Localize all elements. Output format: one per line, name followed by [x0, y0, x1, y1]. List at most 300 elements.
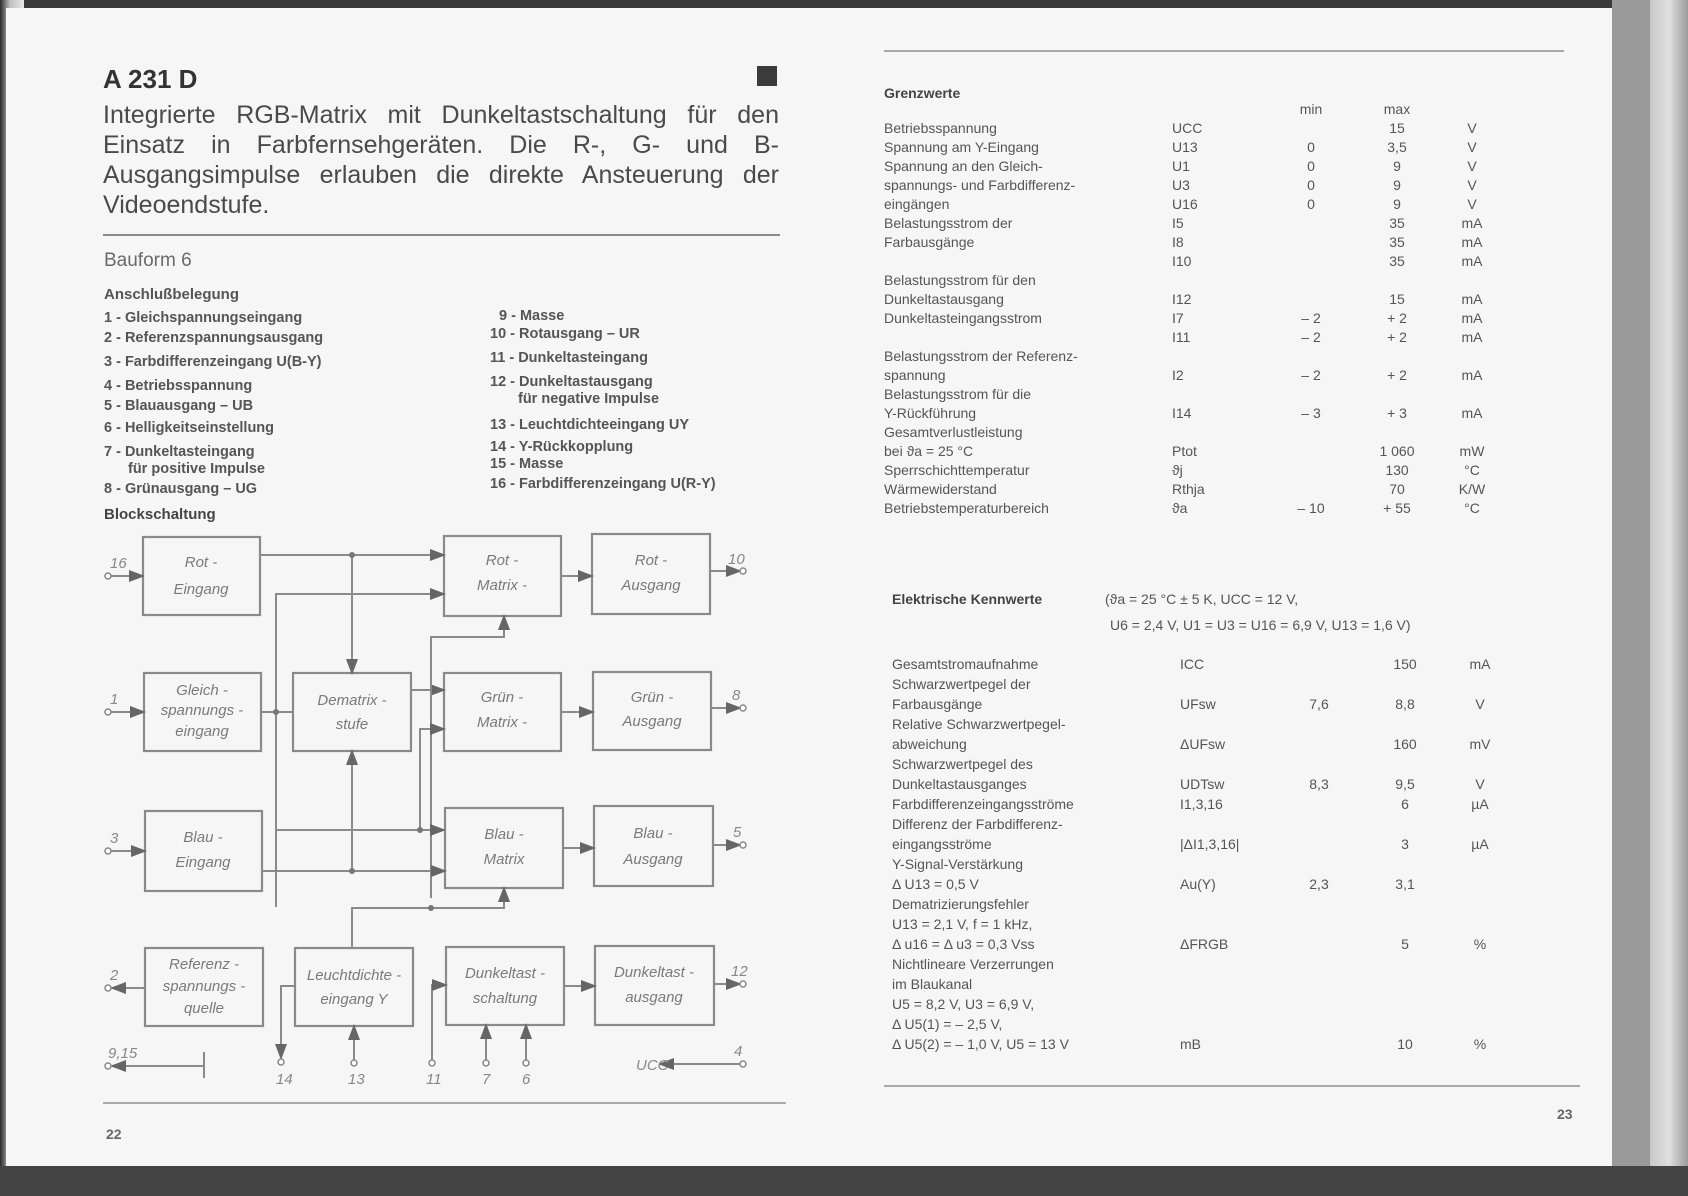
- symbol-cell: [1172, 422, 1270, 441]
- pin-label: 16: [110, 555, 127, 572]
- block-label: Leuchtdichte -: [306, 967, 402, 984]
- unit-cell: µA: [1471, 836, 1489, 852]
- footer-divider: [884, 1085, 1580, 1087]
- max-cell: [1360, 713, 1450, 733]
- min-cell: [1278, 973, 1360, 993]
- param-cell: Farbausgänge: [892, 696, 983, 712]
- max-cell: 6: [1401, 796, 1409, 812]
- block-label: Grün -: [630, 689, 674, 706]
- block-label: quelle: [183, 1000, 225, 1017]
- unit-cell: [1450, 753, 1510, 773]
- symbol-cell: ϑa: [1172, 500, 1188, 516]
- unit-cell: µA: [1471, 796, 1489, 812]
- page-number: 22: [106, 1126, 122, 1142]
- min-cell: – 3: [1301, 405, 1321, 421]
- table-row: [884, 175, 1502, 194]
- min-cell: [1270, 289, 1352, 308]
- symbol-cell: I2: [1172, 367, 1184, 383]
- block-label: Ausgang: [621, 577, 681, 594]
- pin-label: 7: [482, 1071, 491, 1088]
- param-cell: Gesamtstromaufnahme: [892, 656, 1039, 672]
- block-dunkeltastschaltung: [446, 947, 564, 1025]
- max-cell: [1360, 813, 1450, 833]
- unit-cell: [1450, 893, 1510, 913]
- pin-label: 11: [426, 1071, 442, 1088]
- min-cell: 0: [1307, 139, 1315, 155]
- table-row: [892, 793, 1510, 813]
- table-row: [884, 384, 1502, 403]
- conditions-line-1: (ϑa = 25 °C ± 5 K, UCC = 12 V,: [1105, 591, 1299, 607]
- param-cell: Farbausgänge: [884, 234, 975, 250]
- table-row: [884, 232, 1502, 251]
- block-blau-eingang: [145, 811, 262, 891]
- footer-divider: [103, 1102, 786, 1104]
- param-cell: [884, 251, 1172, 270]
- electrical-heading: Elektrische Kennwerte: [892, 591, 1043, 607]
- symbol-cell: ΔUFsw: [1180, 736, 1226, 752]
- max-cell: 3,1: [1395, 876, 1415, 892]
- param-cell: im Blaukanal: [892, 976, 973, 992]
- table-row: [884, 251, 1502, 270]
- unit-cell: [1450, 813, 1510, 833]
- param-cell: Schwarzwertpegel der: [892, 676, 1031, 692]
- table-row: [892, 753, 1510, 773]
- pin-item: 4 - Betriebsspannung: [104, 378, 253, 394]
- param-cell: U13 = 2,1 V, f = 1 kHz,: [892, 916, 1033, 932]
- block-rot-ausgang: [592, 534, 710, 614]
- pin-label: 8: [732, 687, 741, 704]
- block-label: Dunkeltast -: [613, 964, 695, 981]
- unit-cell: [1450, 953, 1510, 973]
- block-dunkeltastausgang: [595, 946, 714, 1025]
- table-row: [884, 479, 1502, 498]
- param-cell: Dunkeltastausganges: [892, 776, 1027, 792]
- block-label: spannungs -: [162, 978, 246, 995]
- block-label: Blau -: [633, 825, 673, 842]
- min-cell: 8,3: [1309, 776, 1329, 792]
- max-cell: 8,8: [1395, 696, 1415, 712]
- block-label: schaltung: [472, 990, 538, 1007]
- min-cell: 7,6: [1309, 696, 1329, 712]
- block-label: Eingang: [175, 854, 231, 871]
- param-cell: Δ u16 = Δ u3 = 0,3 Vss: [892, 936, 1035, 952]
- table-row: [892, 973, 1510, 993]
- table-row: [892, 853, 1510, 873]
- block-label: Rot -: [634, 552, 668, 569]
- unit-cell: V: [1467, 139, 1477, 155]
- min-cell: [1270, 460, 1352, 479]
- table-row: [892, 933, 1510, 953]
- col-min: min: [1299, 101, 1323, 117]
- min-cell: [1270, 384, 1352, 403]
- block-dematrixstufe: [293, 673, 411, 751]
- block-label: Rot -: [184, 554, 218, 571]
- max-cell: [1360, 853, 1450, 873]
- scan-bottom-border: [0, 1166, 1688, 1196]
- block-gruen-matrix: [444, 673, 561, 751]
- pin-item: 5 - Blauausgang – UB: [104, 398, 254, 414]
- unit-cell: V: [1475, 776, 1485, 792]
- symbol-cell: mB: [1180, 1036, 1201, 1052]
- block-label: Eingang: [173, 581, 229, 598]
- block-label: Gleich -: [176, 682, 228, 699]
- min-cell: [1278, 673, 1360, 693]
- param-cell: Belastungsstrom der Referenz-: [884, 348, 1078, 364]
- table-row: [884, 327, 1502, 346]
- electrical-table: [892, 653, 1510, 1053]
- max-cell: [1360, 753, 1450, 773]
- block-label: Ausgang: [623, 851, 683, 868]
- symbol-cell: [1180, 993, 1278, 1013]
- block-label: spannungs -: [160, 702, 244, 719]
- block-blau-ausgang: [594, 806, 713, 886]
- symbol-cell: Au(Y): [1180, 876, 1216, 892]
- unit-cell: [1450, 1013, 1510, 1033]
- table-row: [892, 873, 1510, 893]
- pin-item: 9 - Masse: [499, 308, 565, 324]
- pin-item: 6 - Helligkeitseinstellung: [104, 420, 275, 436]
- max-cell: [1360, 893, 1450, 913]
- param-cell: bei ϑa = 25 °C: [884, 443, 974, 459]
- table-row: [892, 773, 1510, 793]
- min-cell: 0: [1307, 177, 1315, 193]
- unit-cell: °C: [1464, 500, 1480, 516]
- max-cell: 9,5: [1395, 776, 1415, 792]
- max-cell: 3: [1401, 836, 1409, 852]
- pin-label: 9,15: [108, 1045, 138, 1062]
- unit-cell: [1450, 873, 1510, 893]
- unit-cell: [1450, 973, 1510, 993]
- max-cell: 130: [1385, 462, 1409, 478]
- symbol-cell: UFsw: [1180, 696, 1216, 712]
- param-cell: Sperrschichttemperatur: [884, 462, 1030, 478]
- symbol-cell: I12: [1172, 291, 1192, 307]
- pinout-heading: Anschlußbelegung: [104, 286, 239, 303]
- max-cell: 35: [1389, 234, 1405, 250]
- table-row: [884, 213, 1502, 232]
- symbol-cell: U1: [1172, 158, 1190, 174]
- max-cell: [1360, 953, 1450, 973]
- param-cell: U5 = 8,2 V, U3 = 6,9 V,: [892, 996, 1035, 1012]
- pin-label: UCC: [636, 1057, 669, 1074]
- min-cell: [1278, 993, 1360, 1013]
- min-cell: [1278, 953, 1360, 973]
- block-label: Rot -: [485, 552, 519, 569]
- param-cell: eingangsströme: [892, 836, 992, 852]
- param-cell: eingängen: [884, 196, 950, 212]
- symbol-cell: [1180, 953, 1278, 973]
- symbol-cell: [1180, 973, 1278, 993]
- table-row: [892, 893, 1510, 913]
- min-cell: – 2: [1301, 310, 1321, 326]
- pin-label: 14: [276, 1071, 293, 1088]
- max-cell: [1352, 270, 1442, 289]
- block-label: ausgang: [625, 989, 683, 1006]
- pin-item: 10 - Rotausgang – UR: [490, 326, 640, 342]
- symbol-cell: |ΔI1,3,16|: [1180, 836, 1240, 852]
- min-cell: 0: [1307, 158, 1315, 174]
- param-cell: [884, 327, 1172, 346]
- unit-cell: V: [1467, 177, 1477, 193]
- unit-cell: [1442, 384, 1502, 403]
- min-cell: [1278, 793, 1360, 813]
- table-row: [884, 194, 1502, 213]
- param-cell: abweichung: [892, 736, 967, 752]
- table-row: [884, 422, 1502, 441]
- unit-cell: mA: [1461, 310, 1483, 326]
- max-cell: [1352, 384, 1442, 403]
- device-description: Integrierte RGB-Matrix mit Dunkeltastschaltung für den Einsatz in Farbfernsehgeräten. Die R-, G- und B-Ausgangsimpulse erlauben die direkte Ansteuerung der Videoendstufe.: [103, 101, 779, 219]
- param-cell: Spannung am Y-Eingang: [884, 139, 1039, 155]
- pin-label: 6: [522, 1071, 531, 1088]
- unit-cell: V: [1467, 158, 1477, 174]
- min-cell: [1270, 422, 1352, 441]
- symbol-cell: ΔFRGB: [1180, 936, 1229, 952]
- unit-cell: mA: [1461, 215, 1483, 231]
- block-label: Matrix -: [477, 714, 527, 731]
- max-cell: [1360, 673, 1450, 693]
- param-cell: Schwarzwertpegel des: [892, 756, 1033, 772]
- block-blau-matrix: [445, 808, 563, 888]
- table-row: [884, 270, 1502, 289]
- block-label: Dunkeltast -: [464, 965, 546, 982]
- param-cell: Belastungsstrom der: [884, 215, 1013, 231]
- pin-item: 12 - Dunkeltastausgang: [490, 374, 653, 390]
- min-cell: [1278, 813, 1360, 833]
- table-row: [892, 813, 1510, 833]
- symbol-cell: [1180, 893, 1278, 913]
- min-cell: [1278, 833, 1360, 853]
- pin-item-continued: für negative Impulse: [518, 391, 660, 407]
- unit-cell: mA: [1461, 253, 1483, 269]
- block-label: Matrix -: [477, 577, 527, 594]
- symbol-cell: [1180, 913, 1278, 933]
- min-cell: [1270, 118, 1352, 137]
- block-label: Ausgang: [622, 713, 682, 730]
- conditions-line-2: U6 = 2,4 V, U1 = U3 = U16 = 6,9 V, U13 = 1,6 V): [1110, 617, 1411, 633]
- block-label: eingang Y: [320, 991, 388, 1008]
- table-header-row: [884, 100, 1502, 118]
- unit-cell: mA: [1461, 405, 1483, 421]
- unit-cell: [1442, 422, 1502, 441]
- min-cell: 0: [1307, 196, 1315, 212]
- table-row: [892, 1013, 1510, 1033]
- limits-heading: Grenzwerte: [884, 85, 961, 101]
- max-cell: 70: [1389, 481, 1405, 497]
- table-row: [884, 346, 1502, 365]
- pin-item: 7 - Dunkeltasteingang: [104, 444, 255, 460]
- pin-item: 16 - Farbdifferenzeingang U(R-Y): [490, 476, 716, 492]
- table-row: [892, 653, 1510, 673]
- max-cell: 15: [1389, 291, 1405, 307]
- pin-item: 15 - Masse: [490, 456, 564, 472]
- unit-cell: mA: [1461, 367, 1483, 383]
- max-cell: 9: [1393, 158, 1401, 174]
- max-cell: [1352, 422, 1442, 441]
- symbol-cell: U13: [1172, 139, 1198, 155]
- book-cover-edge: [1650, 0, 1688, 1168]
- param-cell: spannung: [884, 367, 946, 383]
- table-row: [884, 137, 1502, 156]
- param-cell: Belastungsstrom für den: [884, 272, 1036, 288]
- unit-cell: V: [1467, 120, 1477, 136]
- table-row: [884, 365, 1502, 384]
- unit-cell: °C: [1464, 462, 1480, 478]
- symbol-cell: I5: [1172, 215, 1184, 231]
- symbol-cell: UDTsw: [1180, 776, 1225, 792]
- symbol-cell: [1172, 270, 1270, 289]
- unit-cell: %: [1473, 936, 1487, 952]
- param-cell: Dunkeltasteingangsstrom: [884, 310, 1042, 326]
- min-cell: [1278, 653, 1360, 673]
- table-row: [884, 308, 1502, 327]
- unit-cell: [1450, 993, 1510, 1013]
- pin-label: 12: [731, 963, 748, 980]
- param-cell: Gesamtverlustleistung: [884, 424, 1023, 440]
- min-cell: [1278, 933, 1360, 953]
- symbol-cell: I14: [1172, 405, 1192, 421]
- min-cell: – 2: [1301, 367, 1321, 383]
- min-cell: [1278, 853, 1360, 873]
- pin-label: 3: [110, 830, 119, 847]
- param-cell: Relative Schwarzwertpegel-: [892, 716, 1066, 732]
- param-cell: Δ U5(1) = – 2,5 V,: [892, 1016, 1003, 1032]
- block-leuchtdichteeingang: [295, 948, 413, 1026]
- max-cell: 160: [1393, 736, 1417, 752]
- symbol-cell: UCC: [1172, 120, 1203, 136]
- param-cell: Dematrizierungsfehler: [892, 896, 1029, 912]
- max-cell: 1 060: [1379, 443, 1415, 459]
- table-row: [884, 460, 1502, 479]
- max-cell: 9: [1393, 196, 1401, 212]
- pin-item: 13 - Leuchtdichteeingang UY: [490, 417, 689, 433]
- max-cell: + 2: [1387, 367, 1407, 383]
- col-max: max: [1383, 101, 1411, 117]
- symbol-cell: [1180, 713, 1278, 733]
- block-label: Grün -: [480, 689, 524, 706]
- symbol-cell: [1180, 853, 1278, 873]
- table-row: [892, 993, 1510, 1013]
- min-cell: [1270, 441, 1352, 460]
- block-rot-eingang: [143, 537, 260, 615]
- device-title: A 231 D: [103, 64, 198, 94]
- unit-cell: [1450, 713, 1510, 733]
- unit-cell: V: [1475, 696, 1485, 712]
- symbol-cell: [1180, 753, 1278, 773]
- pin-label: 4: [734, 1043, 743, 1060]
- param-cell: Farbdifferenzeingangsströme: [892, 796, 1074, 812]
- unit-cell: [1450, 913, 1510, 933]
- table-row: [892, 693, 1510, 713]
- page-number: 23: [1557, 1106, 1573, 1122]
- param-cell: Differenz der Farbdifferenz-: [892, 816, 1063, 832]
- block-label: Blau -: [484, 826, 524, 843]
- symbol-cell: ϑj: [1172, 462, 1183, 478]
- unit-cell: [1442, 270, 1502, 289]
- pin-label: 1: [110, 691, 119, 708]
- block-diagram: [0, 0, 800, 1100]
- limits-body: [884, 118, 1502, 517]
- min-cell: [1270, 270, 1352, 289]
- unit-cell: mA: [1461, 329, 1483, 345]
- max-cell: 35: [1389, 215, 1405, 231]
- min-cell: [1270, 213, 1352, 232]
- table-row: [884, 289, 1502, 308]
- table-row: [892, 913, 1510, 933]
- symbol-cell: [1180, 813, 1278, 833]
- param-cell: Belastungsstrom für die: [884, 386, 1032, 402]
- symbol-cell: I7: [1172, 310, 1184, 326]
- unit-cell: %: [1473, 1036, 1487, 1052]
- param-cell: spannungs- und Farbdifferenz-: [884, 177, 1076, 193]
- pin-label: 2: [110, 967, 119, 984]
- block-rot-matrix: [444, 536, 561, 616]
- param-cell: Betriebstemperaturbereich: [884, 500, 1049, 516]
- unit-cell: [1450, 853, 1510, 873]
- table-row: [884, 156, 1502, 175]
- table-row: [892, 833, 1510, 853]
- limits-table: [884, 100, 1502, 517]
- unit-cell: mV: [1469, 736, 1491, 752]
- param-cell: Betriebsspannung: [884, 120, 997, 136]
- symbol-cell: I11: [1172, 329, 1191, 345]
- symbol-cell: [1172, 384, 1270, 403]
- table-row: [892, 673, 1510, 693]
- table-row: [884, 118, 1502, 137]
- block-label: Matrix: [483, 851, 525, 868]
- symbol-cell: Ptot: [1172, 443, 1197, 459]
- min-cell: [1278, 913, 1360, 933]
- block-label: Referenz -: [168, 956, 240, 973]
- table-row: [892, 713, 1510, 733]
- pin-item-continued: für positive Impulse: [128, 461, 265, 477]
- min-cell: 2,3: [1309, 876, 1329, 892]
- max-cell: + 55: [1383, 500, 1411, 516]
- max-cell: [1360, 973, 1450, 993]
- max-cell: + 3: [1387, 405, 1407, 421]
- block-label: eingang: [175, 723, 229, 740]
- min-cell: – 2: [1301, 329, 1321, 345]
- unit-cell: mW: [1459, 443, 1485, 459]
- unit-cell: mA: [1469, 656, 1491, 672]
- min-cell: [1278, 1013, 1360, 1033]
- min-cell: [1278, 753, 1360, 773]
- max-cell: [1352, 346, 1442, 365]
- min-cell: [1270, 251, 1352, 270]
- symbol-cell: U3: [1172, 177, 1190, 193]
- param-cell: Nichtlineare Verzerrungen: [892, 956, 1054, 972]
- min-cell: [1278, 713, 1360, 733]
- max-cell: 15: [1389, 120, 1405, 136]
- min-cell: [1278, 1033, 1360, 1053]
- min-cell: [1270, 479, 1352, 498]
- pin-item: 3 - Farbdifferenzeingang U(B-Y): [104, 354, 322, 370]
- table-row: [884, 441, 1502, 460]
- param-cell: Y-Rückführung: [884, 405, 977, 421]
- symbol-cell: I1,3,16: [1180, 796, 1223, 812]
- param-cell: Δ U5(2) = – 1,0 V, U5 = 13 V: [892, 1036, 1069, 1052]
- pin-label: 10: [728, 551, 745, 568]
- param-cell: Y-Signal-Verstärkung: [892, 856, 1024, 872]
- max-cell: [1360, 1013, 1450, 1033]
- min-cell: [1278, 893, 1360, 913]
- min-cell: – 10: [1297, 500, 1325, 516]
- unit-cell: V: [1467, 196, 1477, 212]
- symbol-cell: Rthja: [1172, 481, 1205, 497]
- symbol-cell: ICC: [1180, 656, 1205, 672]
- unit-cell: [1450, 673, 1510, 693]
- max-cell: 5: [1401, 936, 1409, 952]
